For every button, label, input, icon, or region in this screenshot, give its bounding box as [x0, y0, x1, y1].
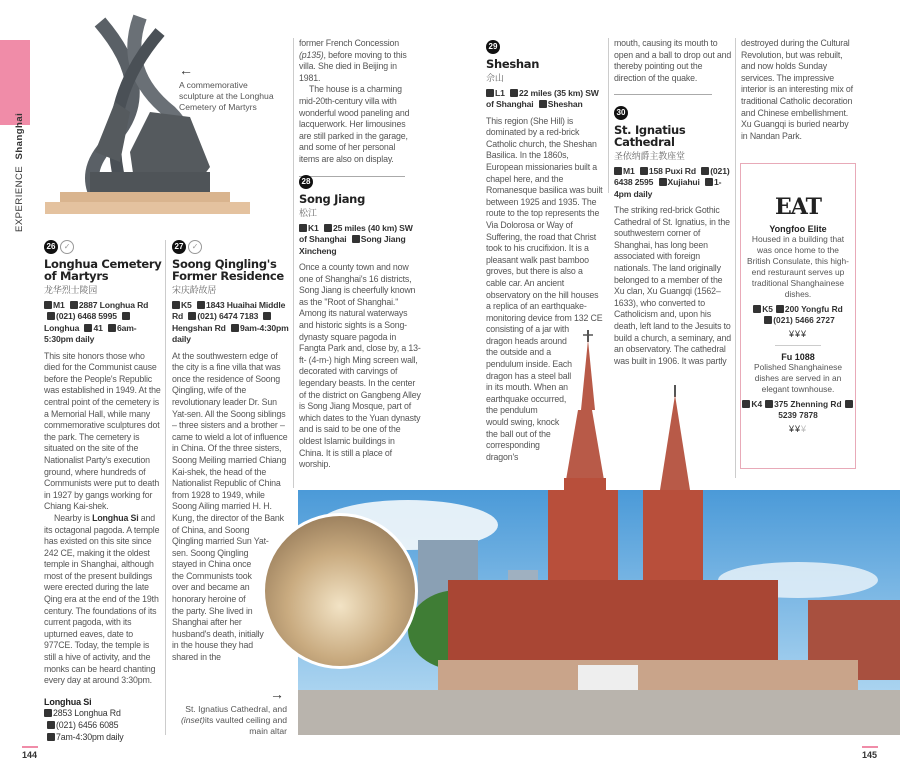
chinese-name: 圣依纳爵主教座堂 [614, 151, 685, 161]
chinese-name: 松江 [299, 208, 317, 218]
entry-28 [299, 175, 421, 471]
body-text: This site honors those who died for the Communist cause before the People's Republic was established in 1949. At the central point of the cemetery is a Memorial Hall, while many commemorative sculptures dot the park. The cemetery is situated on the site of the Nationalist Party's execution ground, where hundreds of Communists were put to death in 1927 by gangs working for Chiang Kai-shek. [44, 350, 161, 512]
restaurant-item: Fu 1088 Polished Shanghainese dishes are served in an elegant townhouse. K4 375 Zhenning Rd5239 7878 ¥¥¥ [741, 352, 855, 434]
metro-icon [659, 178, 667, 186]
map-icon [172, 301, 180, 309]
price-rating: ¥¥¥ [788, 424, 808, 434]
metro-icon [352, 235, 360, 243]
metro-icon [263, 312, 271, 320]
map-icon [486, 89, 494, 97]
body-text: This region (She Hill) is dominated by a red-brick Catholic church, the Sheshan Basilica. In the 1860s, European missionaries built a chapel here, and the Romanesque basilica was built between 1925 and 1935. The route to the top represents the Via Dolorosa or Way of Suffering, the road that Christ took to his crucifixion. It is a pleasant walk past bamboo groves, but there is also a cable car. An ancient observatory on the hill houses a replica of an earthquake-monitoring device from 132 CE consisting of a jar with dragon heads around the outside and a pendulum inside. Each dragon has a steel ball in its mouth. When an earthquake occurred, the pendulum would swing, knock the ball out of the corresponding dragon's [486, 115, 603, 462]
sub-entry: Longhua Si 2853 Longhua Rd (021) 6456 6085 7am-4:30pm daily [44, 697, 162, 743]
map-icon [44, 301, 52, 309]
entry-info: K1 25 miles (40 km) SW of Shanghai Song Jiang Xincheng [299, 222, 413, 256]
recommended-icon: ✓ [60, 240, 74, 254]
phone-icon [701, 167, 709, 175]
body-text: At the southwestern edge of the city is a fine villa that was once the residence of Soong Qingling, wife of the revolutionary leader Dr. Sun Yat-sen. All the Soong siblings – three sisters and a brother – came to wield a lot of influence in China. Of the three sisters, Soong Meiling married Chiang Kai-shek, the head of the Nationalist Republic of China from 1928 to 1949, while Soong Ailing married H. H. Kung, the director of the Bank of China, and Soong Qingling married Sun Yat-sen. Soong Qingling stayed in China once the Communists took over and became an honorary heroine of the party. She lived in Shanghai after her husband's death, initially in the house they had shared in the [172, 350, 288, 663]
divider [614, 94, 712, 95]
restaurant-name: Fu 1088 [781, 352, 815, 362]
restaurant-description: Housed in a building that was once home to the British Consulate, this high-end resturaunt serves up traditional Shanghainese dishes. [747, 234, 849, 299]
recommended-icon: ✓ [188, 240, 202, 254]
body-text: destroyed during the Cultural Revolution, but was rebuilt, and now holds Sunday services. The impressive interior is an interesting mix of traditional Catholic decoration and Chinese embellishment. Xu Guangqi is buried nearby in Nandan Park. [741, 38, 853, 141]
entry-number: 30 [614, 106, 628, 120]
entry-number: 27 [172, 240, 186, 254]
cathedral-spire-base [564, 410, 606, 490]
address-icon [510, 89, 518, 97]
cathedral-spire-right [655, 385, 695, 490]
chinese-name: 龙华烈士陵园 [44, 285, 98, 295]
text-wrap-guide [603, 116, 604, 326]
entry-info: L1 22 miles (35 km) SW of Shanghai Sheshan [486, 87, 599, 110]
phone-icon [764, 316, 772, 324]
phone-icon [845, 400, 853, 408]
column-divider [293, 38, 294, 488]
entry-info: M1 158 Puxi Rd (021) 6438 2595 Xujiahui 1-4pm daily [614, 165, 730, 199]
eat-heading: EAT [774, 194, 821, 220]
address-icon [640, 167, 648, 175]
address-icon [44, 709, 52, 717]
entry-number: 26 [44, 240, 58, 254]
body-text: The house is a charming mid-20th-century villa with wonderful wood paneling and lacquerwork. Her limousines are still parked in the garage, and some of her personal items are also on display. [299, 84, 410, 164]
body-text: The striking red-brick Gothic Cathedral of St. Ignatius, in the southwestern corner of Shanghai, has long been associated with foreign nationals. The land originally belonged to a member of the Xu clan, Xu Guangqi (1562–1633), who converted to Catholicism and, upon his death, left land to the Jesuits to build a church, a seminary, and an observatory. The cathedral was built in 1906. It was partly [614, 205, 731, 366]
text-wrap-guide [289, 351, 290, 509]
body-text: Once a county town and now one of Shanghai's 16 districts, Song Jiang is cheerfully known as the "Root of Shanghai." Among its natural waterways and historic sights is a Song-dynasty square pagoda in Fangta Park and, close by, a 13-ft- (4-m-) high Ming screen wall, decorated with carvings of legendary beasts. In the center of the district on Gangbeng Alley is Song Jiang Mosque, part of which dates to the Yuan dynasty and is said to be one of the oldest Islamic buildings in China. It is still a place of worship. [299, 262, 421, 470]
chinese-name: 宋庆龄故居 [172, 285, 217, 295]
photo-caption: St. Ignatius Cathedral, and (inset)its vaulted ceiling and main altar [180, 704, 287, 736]
map-icon [742, 400, 750, 408]
body-text: Nearby is Longhua Si and its octagonal pagoda. A temple has existed on this site since 242 CE, making it the oldest temple in Shanghai, although most of the present buildings were erected during the late Qing era at the end of the 19th century. The foundations of its current pagoda, with its upturned eaves, date to 977CE. Today, the temple is still a hive of activity, and the monks can be heard chanting every day at around 3:30pm. [44, 512, 160, 686]
chinese-name: 佘山 [486, 73, 504, 83]
entry-30 [614, 106, 732, 367]
restaurant-description: Polished Shanghainese dishes are served in an elegant townhouse. [753, 362, 842, 394]
entry-info: K5 1843 Huaihai Middle Rd (021) 6474 7183 Hengshan Rd 9am-4:30pm daily [172, 299, 289, 345]
restaurant-item: Yongfoo Elite Housed in a building that was once home to the British Consulate, this high-end resturaunt serves up traditional Shanghainese dishes. K5 200 Yongfu Rd (021) 5466 2727 ¥¥¥ [741, 224, 855, 339]
page-number-left: 144 [22, 750, 38, 760]
entry-title: Longhua Cemetery of Martyrs [44, 257, 162, 283]
clock-icon [231, 324, 239, 332]
entry-title: St. Ignatius Cathedral [614, 123, 686, 149]
section-label: EXPERIENCE [14, 165, 25, 232]
column-divider [165, 240, 166, 735]
phone-icon [47, 312, 55, 320]
column-divider [608, 38, 609, 193]
entry-title: Soong Qingling's Former Residence [172, 257, 284, 283]
map-icon [299, 224, 307, 232]
entry-title: Sheshan [486, 57, 540, 71]
page-number-right: 145 [862, 750, 878, 760]
phone-icon [47, 721, 55, 729]
address-icon [776, 305, 784, 313]
restaurant-name: Yongfoo Elite [769, 224, 827, 234]
page-number-bar [22, 746, 38, 748]
arrow-left-icon: ← [179, 62, 193, 78]
address-icon [70, 301, 78, 309]
entry-number: 28 [299, 175, 313, 189]
entry-info: M1 2887 Longhua Rd (021) 6468 5995 Longhua 41 6am-5:30pm daily [44, 299, 149, 345]
cathedral-spire-tip [578, 330, 598, 410]
clock-icon [108, 324, 116, 332]
bus-icon [84, 324, 92, 332]
sub-entry-title: Longhua Si [44, 696, 92, 707]
entry-27-continued [299, 38, 415, 187]
body-text: former French Concession (p135), before moving to this villa. She died in Beijing in 1981. [299, 38, 407, 83]
clock-icon [47, 733, 55, 741]
metro-icon [122, 312, 130, 320]
page-number-bar [862, 746, 878, 748]
entry-number: 29 [486, 40, 500, 54]
metro-icon [539, 100, 547, 108]
map-icon [753, 305, 761, 313]
map-icon [614, 167, 622, 175]
entry-30-continued [741, 38, 856, 142]
entry-title: Song Jiang [299, 192, 366, 206]
price-rating: ¥¥¥ [788, 329, 808, 339]
clock-icon [705, 178, 713, 186]
address-icon [765, 400, 773, 408]
entry-26 [44, 240, 162, 743]
address-icon [197, 301, 205, 309]
divider [775, 345, 821, 346]
inset-interior-photo [262, 513, 418, 669]
body-text: mouth, causing its mouth to open and a ball to drop out and thereby pointing out the direction of the quake. [614, 38, 732, 83]
column-divider [735, 38, 736, 478]
address-icon [324, 224, 332, 232]
arrow-right-icon: → [270, 686, 284, 702]
photo-caption: A commemorative sculpture at the Longhua Cemetery of Martyrs [179, 80, 274, 112]
eat-box [740, 163, 856, 469]
entry-29-continued [614, 38, 732, 103]
sculpture-photo [40, 12, 250, 217]
phone-icon [188, 312, 196, 320]
running-header [14, 113, 25, 232]
city-label: Shanghai [14, 112, 25, 160]
